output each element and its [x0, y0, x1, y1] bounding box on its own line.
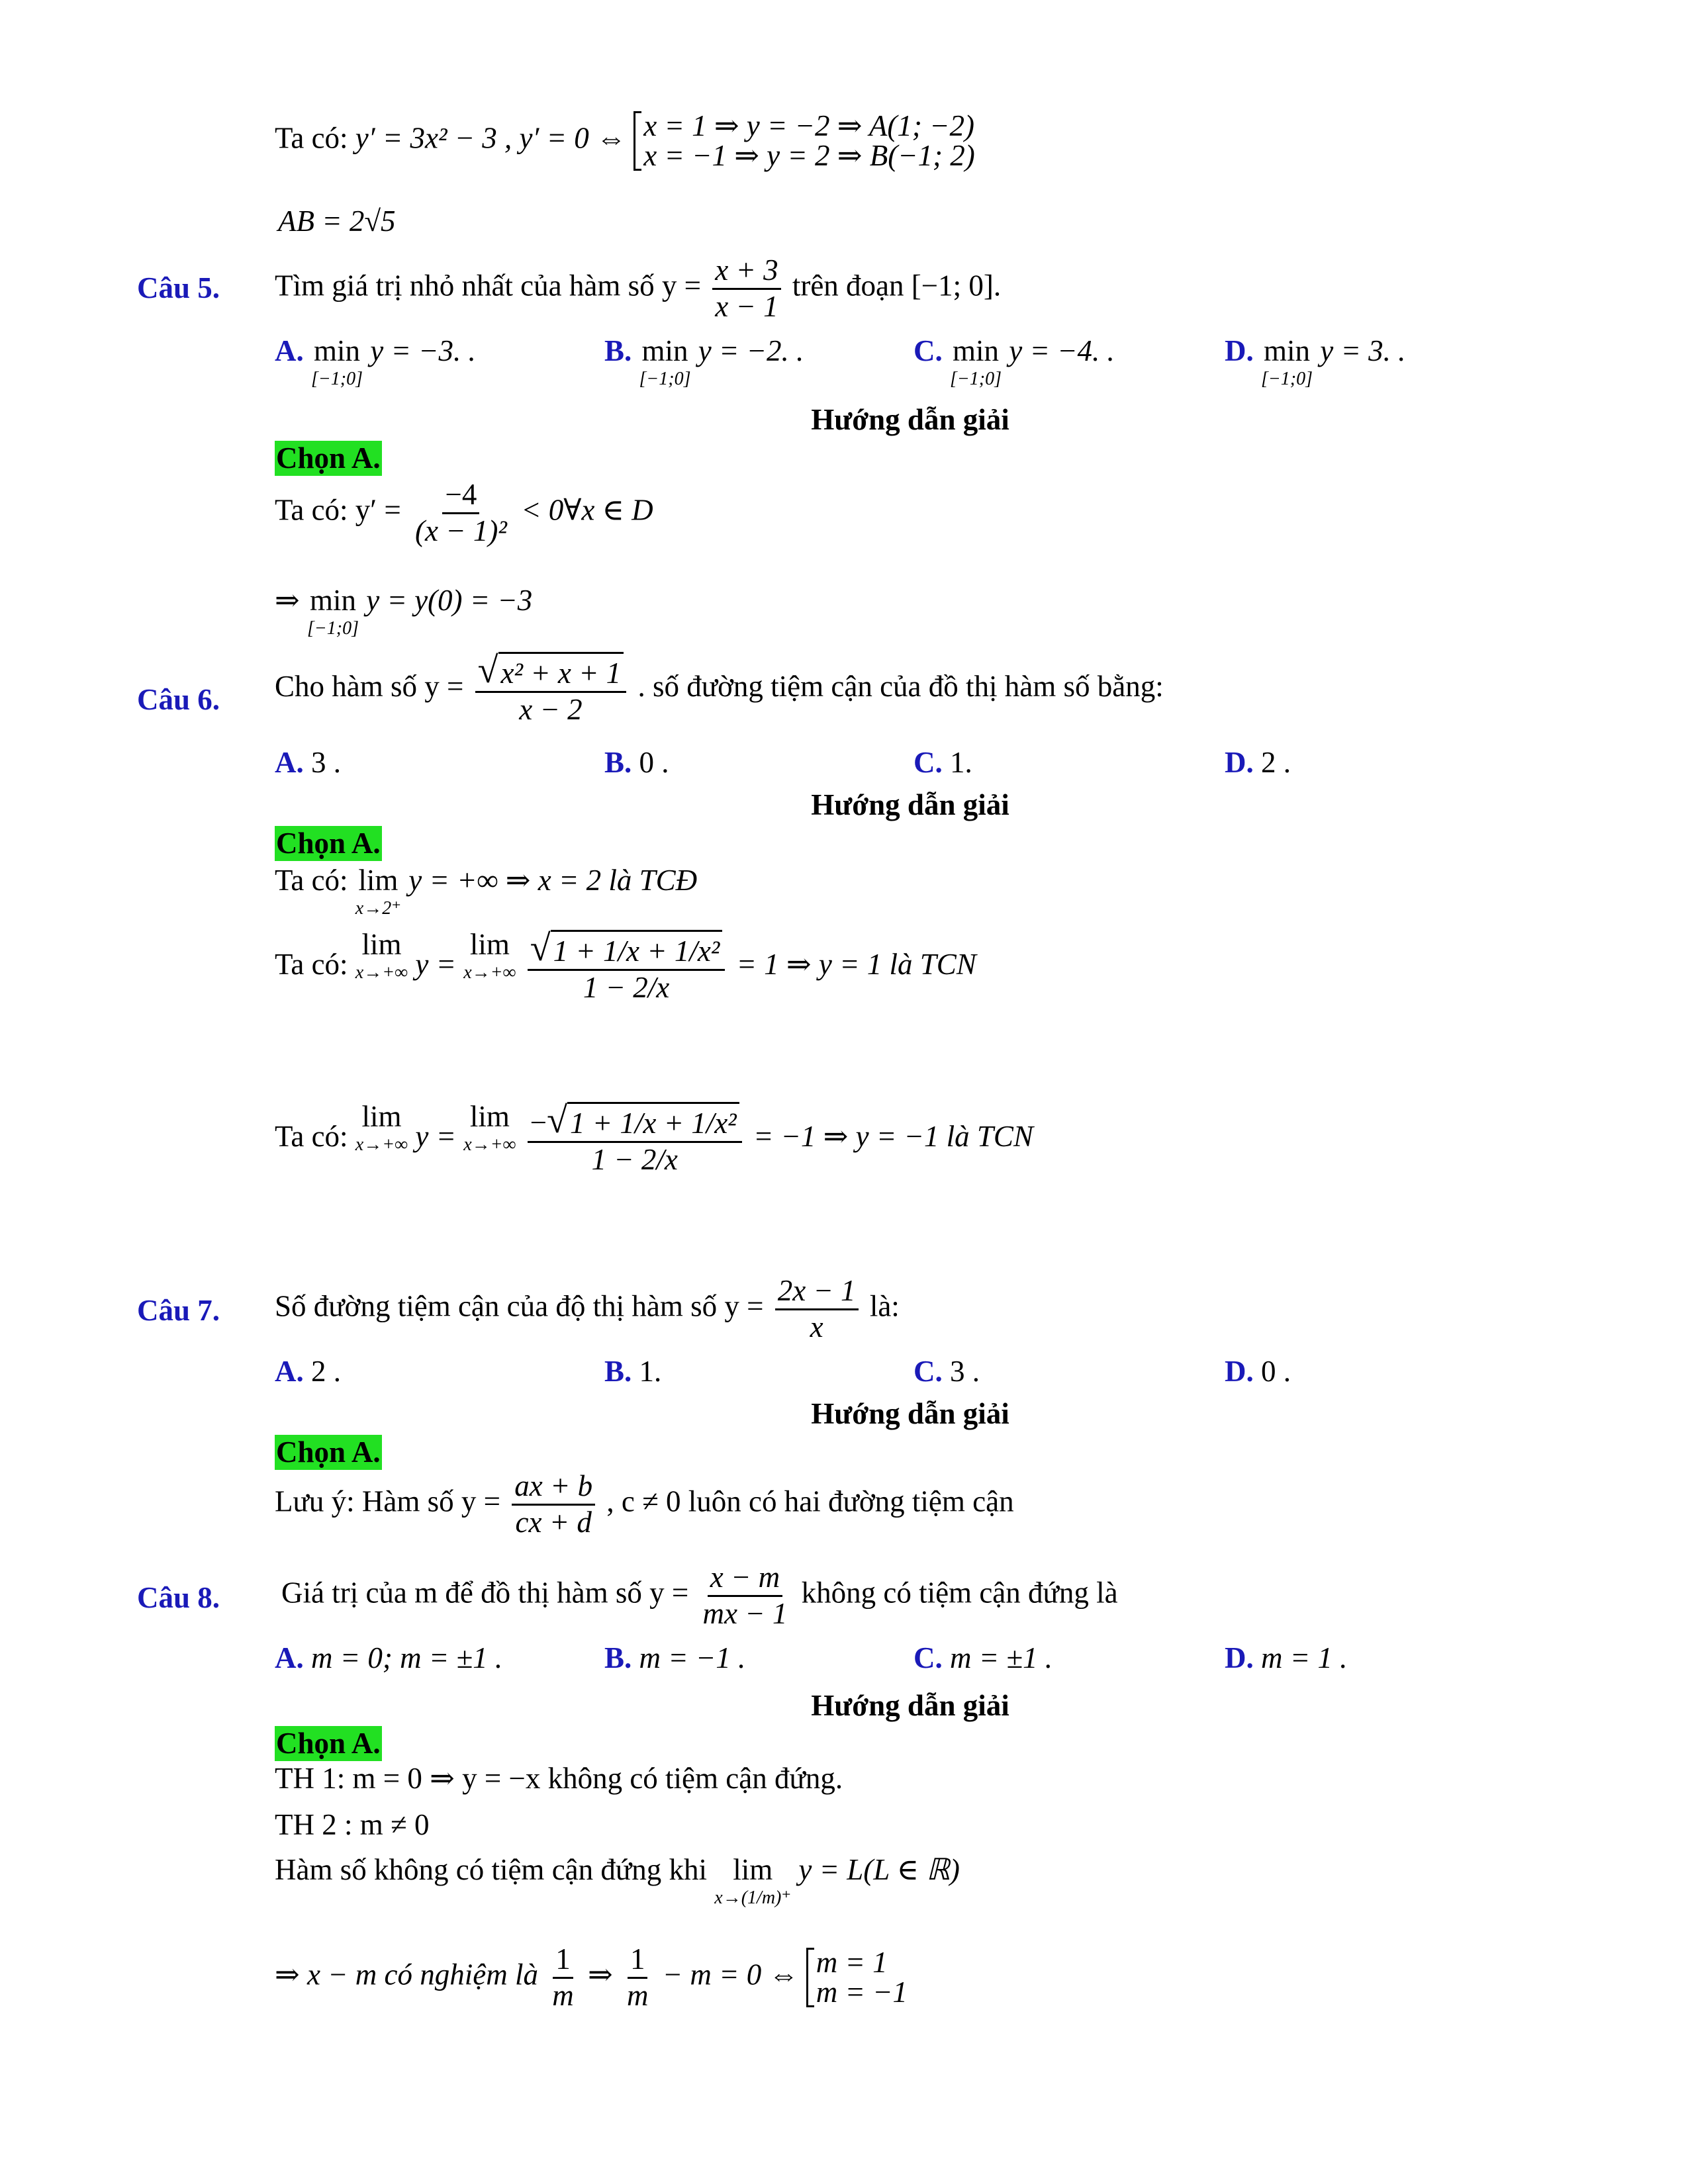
q6-line-3-sub-b: x→+∞	[463, 1134, 516, 1155]
q8-cases	[806, 1948, 908, 2007]
q7-note-num: ax + b	[514, 1469, 593, 1502]
q8-last-den-1: m	[552, 1978, 574, 2012]
q8-option-d-key: D.	[1225, 1641, 1254, 1674]
q6-option-b	[604, 748, 669, 778]
q5-min-c: min	[953, 334, 1000, 367]
q8-guide-heading: Hướng dẫn giải	[811, 1689, 1009, 1722]
q5-option-b-text: y = −2. .	[698, 334, 804, 367]
q4-cases	[633, 111, 975, 171]
q6-after: . số đường tiệm cận của đồ thị hàm số bằng:	[637, 670, 1164, 704]
q5-option-d-text: y = 3. .	[1320, 334, 1406, 367]
q7-choice: Chọn A.	[276, 1435, 381, 1469]
q6-line-3-sub-a: x→+∞	[355, 1134, 408, 1155]
q7-num: 2x − 1	[777, 1274, 856, 1307]
q7-option-d-text: 0 .	[1261, 1355, 1291, 1388]
q6-fraction: √ x² + x + 1 x − 2	[475, 652, 627, 727]
q6-option-a-text: 3 .	[311, 746, 341, 779]
q6-line-3-den: 1 − 2/x	[591, 1142, 678, 1176]
q6-line-2-eq: y =	[415, 948, 456, 981]
q6-line-2-sub-a: x→+∞	[355, 962, 408, 983]
q6-line-2-sub-b: x→+∞	[463, 962, 516, 983]
q6-line-2-fraction: √ 1 + 1/x + 1/x² 1 − 2/x	[528, 930, 726, 1005]
q4-derivative-line	[275, 111, 975, 171]
q5-num: x + 3	[715, 253, 778, 287]
q4-case-2: x = −1 ⇒ y = 2 ⇒ B(−1; 2)	[643, 139, 975, 172]
q5-derivative-lhs: Ta có: y′ =	[275, 493, 401, 527]
q5-label: Câu 5.	[137, 271, 220, 304]
q7-label: Câu 7.	[137, 1294, 220, 1327]
q6-line-3-ta-co: Ta có:	[275, 1120, 348, 1154]
q5-choice: Chọn A.	[276, 441, 381, 475]
q7-option-b	[604, 1357, 661, 1387]
q5-den: x − 1	[715, 289, 778, 323]
q5-range-d: [−1;0]	[1261, 369, 1313, 389]
q8-option-b-text: m = −1 .	[639, 1641, 746, 1674]
q6-option-d-key: D.	[1225, 746, 1254, 779]
q7-option-c-text: 3 .	[950, 1355, 980, 1388]
q7-after: là:	[869, 1289, 900, 1323]
q7-guide-heading: Hướng dẫn giải	[811, 1397, 1009, 1430]
q8-last-num-2: 1	[628, 1942, 648, 1979]
q5-range-c: [−1;0]	[950, 369, 1002, 389]
q5-range-a: [−1;0]	[311, 369, 363, 389]
q8-text: Giá trị của m để đồ thị hàm số y =	[281, 1576, 689, 1610]
q5-range-b: [−1;0]	[639, 369, 691, 389]
q6-line-1-ta-co: Ta có:	[275, 864, 348, 897]
q8-th1: TH 1: m = 0 ⇒ y = −x không có tiệm cận đứng.	[275, 1762, 843, 1795]
q5-option-b	[604, 336, 804, 388]
q6-option-d-text: 2 .	[1261, 746, 1291, 779]
q7-option-c	[914, 1357, 980, 1387]
q6-line-3-fraction: − √ 1 + 1/x + 1/x² 1 − 2/x	[528, 1102, 742, 1177]
q5-result-range: [−1;0]	[306, 618, 359, 639]
q5-option-c-text: y = −4. .	[1009, 334, 1115, 367]
q5-min-d: min	[1264, 334, 1311, 367]
q5-option-a-text: y = −3. .	[370, 334, 476, 367]
q7-note	[275, 1469, 1014, 1540]
q5-derivative	[275, 478, 653, 549]
q6-line-2	[275, 930, 976, 1005]
q5-question	[275, 253, 1001, 324]
q8-num: x − m	[710, 1561, 780, 1594]
q5-result-text: y = y(0) = −3	[366, 584, 533, 617]
q6-radicand: x² + x + 1	[500, 657, 622, 690]
q5-derivative-fraction	[412, 478, 510, 549]
q6-option-a	[275, 748, 341, 778]
q5-dnum: −4	[442, 478, 479, 514]
q7-question	[275, 1274, 900, 1345]
q5-option-d	[1225, 336, 1405, 388]
q6-option-a-key: A.	[275, 746, 304, 779]
q6-line-2-lim-a: lim	[361, 928, 402, 961]
q6-option-c-text: 1.	[950, 746, 972, 779]
q5-result	[275, 586, 532, 638]
q6-line-2-radicand: 1 + 1/x + 1/x²	[553, 934, 720, 968]
q6-line-3-neg: −	[530, 1106, 547, 1139]
q8-option-c-text: m = ±1 .	[950, 1641, 1053, 1674]
q8-option-d-text: m = 1 .	[1261, 1641, 1348, 1674]
q7-note-den: cx + d	[515, 1505, 592, 1539]
q7-option-d	[1225, 1357, 1291, 1387]
q8-after: không có tiệm cận đứng là	[801, 1576, 1118, 1610]
q6-choice: Chọn A.	[276, 827, 381, 860]
q8-question	[281, 1561, 1118, 1631]
q7-note-text: Lưu ý: Hàm số y =	[275, 1484, 500, 1518]
q8-condition	[275, 1855, 960, 1907]
q5-min-b: min	[641, 334, 688, 367]
q7-option-b-text: 1.	[639, 1355, 662, 1388]
q4-ta-co: Ta có:	[275, 121, 348, 155]
q5-option-c-key: C.	[914, 334, 943, 367]
q8-last-eq: − m = 0 ⇔	[662, 1958, 799, 1991]
q7-option-d-key: D.	[1225, 1355, 1254, 1388]
q8-option-b-key: B.	[604, 1641, 632, 1674]
q6-line-3-eq: y =	[415, 1120, 456, 1154]
q5-after: trên đoạn [−1; 0].	[792, 269, 1002, 302]
q6-option-b-key: B.	[604, 746, 632, 779]
q8-option-c-key: C.	[914, 1641, 943, 1674]
q6-line-1	[275, 866, 697, 918]
q6-text: Cho hàm số y =	[275, 670, 464, 704]
q8-last-fraction-1	[549, 1942, 577, 2013]
q7-den: x	[810, 1310, 823, 1343]
q7-note-after: , c ≠ 0 luôn có hai đường tiệm cận	[606, 1484, 1014, 1518]
q6-question	[275, 652, 1164, 727]
q8-last-fraction-2	[624, 1942, 651, 2013]
q4-ab: AB = 2√5	[278, 205, 396, 238]
q8-th2: TH 2 : m ≠ 0	[275, 1808, 430, 1841]
q5-dden: (x − 1)²	[415, 514, 507, 547]
q8-last-arrow: ⇒	[588, 1958, 613, 1991]
q5-result-min: min	[309, 584, 356, 617]
q8-option-a-text: m = 0; m = ±1 .	[311, 1641, 503, 1674]
q5-guide-heading: Hướng dẫn giải	[811, 403, 1009, 436]
q8-last-num-1: 1	[553, 1942, 573, 1979]
q6-line-3-radicand: 1 + 1/x + 1/x²	[570, 1107, 737, 1140]
q8-fraction	[700, 1561, 790, 1631]
q7-option-b-key: B.	[604, 1355, 632, 1388]
q8-option-c	[914, 1643, 1053, 1673]
q7-option-a-key: A.	[275, 1355, 304, 1388]
q5-option-a-key: A.	[275, 334, 304, 367]
q4-derivative: y′ = 3x² − 3 , y′ = 0 ⇔	[355, 121, 626, 155]
q5-option-d-key: D.	[1225, 334, 1254, 367]
q8-condition-text: Hàm số không có tiệm cận đứng khi	[275, 1853, 708, 1886]
q7-text: Số đường tiệm cận của độ thị hàm số y =	[275, 1289, 764, 1323]
q6-line-3-lim-b: lim	[469, 1100, 510, 1133]
q7-fraction	[775, 1274, 859, 1345]
q6-line-3-text: = −1 ⇒ y = −1 là TCN	[753, 1120, 1033, 1154]
q6-line-2-text: = 1 ⇒ y = 1 là TCN	[736, 948, 976, 981]
q8-den: mx − 1	[702, 1596, 788, 1630]
q6-line-2-den: 1 − 2/x	[583, 970, 670, 1004]
q6-line-1-lim: lim	[358, 864, 399, 897]
q6-line-1-sub: x→2⁺	[355, 898, 402, 919]
q6-line-3-lim-a: lim	[361, 1100, 402, 1133]
q6-guide-heading: Hướng dẫn giải	[811, 788, 1009, 821]
q7-option-c-key: C.	[914, 1355, 943, 1388]
q5-option-a	[275, 336, 476, 388]
q6-option-c	[914, 748, 972, 778]
q5-result-arrow: ⇒	[275, 584, 300, 617]
q7-option-a-text: 2 .	[311, 1355, 341, 1388]
q4-case-1: x = 1 ⇒ y = −2 ⇒ A(1; −2)	[643, 109, 974, 142]
q6-line-3	[275, 1102, 1033, 1177]
q8-last-den-2: m	[626, 1978, 649, 2012]
q5-option-b-key: B.	[604, 334, 632, 367]
q8-choice: Chọn A.	[276, 1727, 381, 1760]
q8-case-1: m = 1	[816, 1946, 888, 1979]
q8-option-b	[604, 1643, 745, 1673]
q7-note-fraction	[512, 1469, 595, 1540]
q6-option-c-key: C.	[914, 746, 943, 779]
q8-option-a	[275, 1643, 502, 1673]
q8-option-a-key: A.	[275, 1641, 304, 1674]
q5-option-c	[914, 336, 1115, 388]
q8-condition-lim: lim	[733, 1853, 773, 1886]
q6-line-1-text: y = +∞ ⇒ x = 2 là TCĐ	[408, 864, 698, 897]
q6-den: x − 2	[519, 692, 583, 726]
q6-line-2-ta-co: Ta có:	[275, 948, 348, 981]
q8-option-d	[1225, 1643, 1347, 1673]
q7-option-a	[275, 1357, 341, 1387]
q5-fraction	[712, 253, 780, 324]
q6-option-b-text: 0 .	[639, 746, 669, 779]
q8-label: Câu 8.	[137, 1581, 220, 1614]
q6-option-d	[1225, 748, 1291, 778]
q8-condition-rhs: y = L(L ∈ ℝ)	[798, 1853, 960, 1886]
q8-last-line	[275, 1942, 908, 2013]
q8-condition-sub: x→(1/m)⁺	[714, 1888, 792, 1908]
q5-derivative-rhs: < 0∀x ∈ D	[521, 493, 653, 527]
q8-case-2: m = −1	[816, 1976, 908, 2009]
q8-last-text: ⇒ x − m có nghiệm là	[275, 1958, 538, 1991]
q5-text: Tìm giá trị nhỏ nhất của hàm số y =	[275, 269, 701, 302]
q5-min-a: min	[314, 334, 361, 367]
q6-label: Câu 6.	[137, 683, 220, 716]
q6-line-2-lim-b: lim	[469, 928, 510, 961]
